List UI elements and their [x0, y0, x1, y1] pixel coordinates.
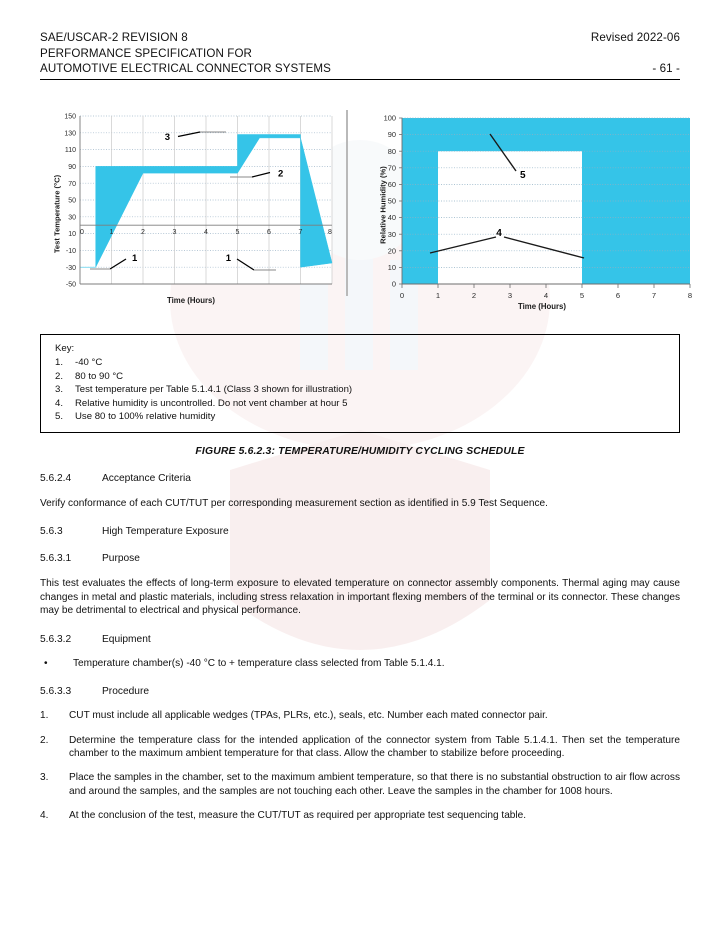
- svg-text:-30: -30: [65, 264, 76, 272]
- purpose-text: This test evaluates the effects of long-term exposure to elevated temperature on connector assembly components. Thermal aging may cause changes in metal and plastic materials, including stress relaxation in important flexing members of the terminal or its connector. These changes may be detrimental to electrical and physical performance.: [40, 578, 680, 617]
- svg-text:5: 5: [579, 290, 585, 300]
- key-item-number: 2.: [55, 370, 64, 382]
- section-title: Purpose: [102, 553, 140, 565]
- header-title-line2: AUTOMOTIVE ELECTRICAL CONNECTOR SYSTEMS: [40, 62, 331, 75]
- procedure-list: [40, 709, 680, 822]
- key-list: [55, 356, 669, 424]
- list-item: [40, 734, 680, 761]
- section-heading-5-6-3-1: [40, 553, 680, 564]
- svg-text:1: 1: [109, 228, 114, 236]
- figure-caption: FIGURE 5.6.2.3: TEMPERATURE/HUMIDITY CYCLING SCHEDULE: [195, 446, 525, 458]
- section-title: High Temperature Exposure: [102, 526, 229, 538]
- section-number: 5.6.3.3: [40, 686, 72, 698]
- key-item-text: -40 °C: [75, 357, 103, 369]
- svg-text:8: 8: [328, 228, 332, 236]
- key-item: [55, 356, 669, 370]
- svg-text:1: 1: [225, 252, 231, 264]
- svg-text:3: 3: [164, 131, 170, 143]
- section-heading-5-6-3-2: [40, 634, 680, 645]
- svg-text:90: 90: [68, 163, 76, 171]
- section-number: 5.6.3: [40, 526, 63, 538]
- svg-text:2: 2: [471, 290, 477, 300]
- svg-text:0: 0: [80, 228, 84, 236]
- svg-text:0: 0: [399, 290, 405, 300]
- key-item-text: 80 to 90 °C: [75, 370, 124, 382]
- list-item-text: CUT must include all applicable wedges (TPAs, PLRs, etc.), seals, etc. Number each mated connector pair.: [69, 710, 548, 722]
- key-item-text: Test temperature per Table 5.1.4.1 (Class 3 shown for illustration): [75, 384, 353, 396]
- svg-text:8: 8: [687, 290, 693, 300]
- section-title: Procedure: [102, 686, 150, 698]
- key-item-text: Use 80 to 100% relative humidity: [75, 411, 216, 423]
- section-title: Equipment: [102, 633, 151, 645]
- chart-relative-humidity: [368, 108, 698, 320]
- header-page-number: - 61 -: [652, 62, 680, 75]
- section-heading-5-6-3-3: [40, 686, 680, 697]
- equipment-list: [40, 657, 680, 670]
- svg-text:3: 3: [507, 290, 513, 300]
- humidity-x-axis-title: Time (Hours): [518, 301, 566, 311]
- section-number: 5.6.2.4: [40, 473, 72, 485]
- key-item-number: 3.: [55, 384, 64, 396]
- section-heading-5-6-2-4: [40, 473, 680, 484]
- section-title: Acceptance Criteria: [102, 473, 191, 485]
- svg-text:110: 110: [64, 146, 76, 154]
- svg-text:100: 100: [383, 113, 396, 123]
- svg-text:60: 60: [387, 179, 396, 189]
- header-revision-date: Revised 2022-06: [590, 31, 680, 44]
- section-number: 5.6.3.1: [40, 553, 72, 565]
- svg-text:80: 80: [387, 146, 396, 156]
- step-marker: 4.: [40, 810, 49, 822]
- temperature-y-axis-title: Test Temperature (°C): [52, 174, 62, 253]
- svg-text:10: 10: [387, 262, 396, 272]
- svg-text:20: 20: [387, 245, 396, 255]
- svg-text:30: 30: [387, 229, 396, 239]
- list-item-text: Determine the temperature class for the intended application of the connector system from Table 5.1.4.1. Then set the temperature chamber to the maximum ambient temperature for that class. Allow the chamber to stabilize before proceeding.: [69, 734, 680, 759]
- svg-text:4: 4: [496, 227, 502, 239]
- svg-text:2: 2: [141, 228, 145, 236]
- svg-text:10: 10: [68, 230, 76, 238]
- svg-text:130: 130: [64, 129, 76, 137]
- svg-text:30: 30: [68, 213, 76, 221]
- svg-text:1: 1: [132, 252, 138, 264]
- document-header: [40, 30, 680, 80]
- key-item-text: Relative humidity is uncontrolled. Do not vent chamber at hour 5: [75, 397, 348, 409]
- svg-text:4: 4: [543, 290, 549, 300]
- figure-charts: [40, 108, 693, 320]
- svg-text:50: 50: [387, 196, 396, 206]
- svg-text:90: 90: [387, 129, 396, 139]
- temperature-x-axis-title: Time (Hours): [167, 295, 215, 305]
- svg-text:6: 6: [267, 228, 271, 236]
- list-item-text: At the conclusion of the test, measure the CUT/TUT as required per appropriate test sequencing table.: [69, 810, 527, 822]
- svg-text:1: 1: [435, 290, 441, 300]
- list-item: [40, 709, 680, 722]
- svg-text:2: 2: [278, 168, 284, 179]
- list-item: [40, 809, 680, 822]
- step-marker: 3.: [40, 772, 49, 784]
- svg-text:6: 6: [615, 290, 621, 300]
- svg-text:70: 70: [68, 180, 76, 188]
- bullet-marker: •: [44, 657, 48, 669]
- key-item-number: 5.: [55, 411, 64, 423]
- svg-text:3: 3: [172, 228, 177, 236]
- svg-text:40: 40: [387, 212, 396, 222]
- chart-divider: [346, 110, 348, 296]
- step-marker: 1.: [40, 710, 49, 722]
- key-title: Key:: [55, 342, 75, 354]
- acceptance-criteria-text: Verify conformance of each CUT/TUT per corresponding measurement section as identified in 5.9 Test Sequence.: [40, 498, 548, 510]
- list-item: [40, 657, 680, 670]
- key-item-number: 4.: [55, 397, 64, 409]
- svg-text:0: 0: [391, 279, 396, 289]
- svg-text:5: 5: [520, 169, 526, 181]
- header-standard-id: SAE/USCAR-2 REVISION 8: [40, 31, 188, 44]
- key-item: [55, 383, 669, 397]
- svg-text:4: 4: [204, 228, 208, 236]
- svg-text:7: 7: [651, 290, 657, 300]
- humidity-chart-svg: [368, 108, 698, 320]
- figure-key-box: [40, 334, 680, 434]
- key-item: [55, 410, 669, 424]
- key-item: [55, 397, 669, 411]
- key-item: [55, 370, 669, 384]
- list-item: [40, 771, 680, 798]
- step-marker: 2.: [40, 734, 49, 746]
- section-number: 5.6.3.2: [40, 633, 72, 645]
- svg-text:150: 150: [64, 113, 76, 121]
- temperature-chart-svg: [40, 108, 342, 320]
- list-item-text: Place the samples in the chamber, set to the maximum ambient temperature, so that there is no substantial obstruction to air flow across and around the samples, and the samples are not touching each other. Leave the samples in the chamber for 1008 hours.: [69, 772, 680, 797]
- svg-text:70: 70: [387, 162, 396, 172]
- humidity-y-axis-title: Relative Humidity (%): [378, 166, 388, 244]
- header-title-line1: PERFORMANCE SPECIFICATION FOR: [40, 46, 253, 60]
- svg-text:50: 50: [68, 197, 76, 205]
- section-heading-5-6-3: [40, 526, 680, 537]
- svg-text:7: 7: [298, 228, 303, 236]
- key-item-number: 1.: [55, 357, 64, 369]
- chart-temperature-cycling: [40, 108, 342, 320]
- svg-text:5: 5: [235, 228, 240, 236]
- list-item-text: Temperature chamber(s) -40 °C to + temperature class selected from Table 5.1.4.1.: [73, 657, 445, 669]
- svg-text:-10: -10: [65, 247, 76, 255]
- svg-text:-50: -50: [65, 281, 76, 289]
